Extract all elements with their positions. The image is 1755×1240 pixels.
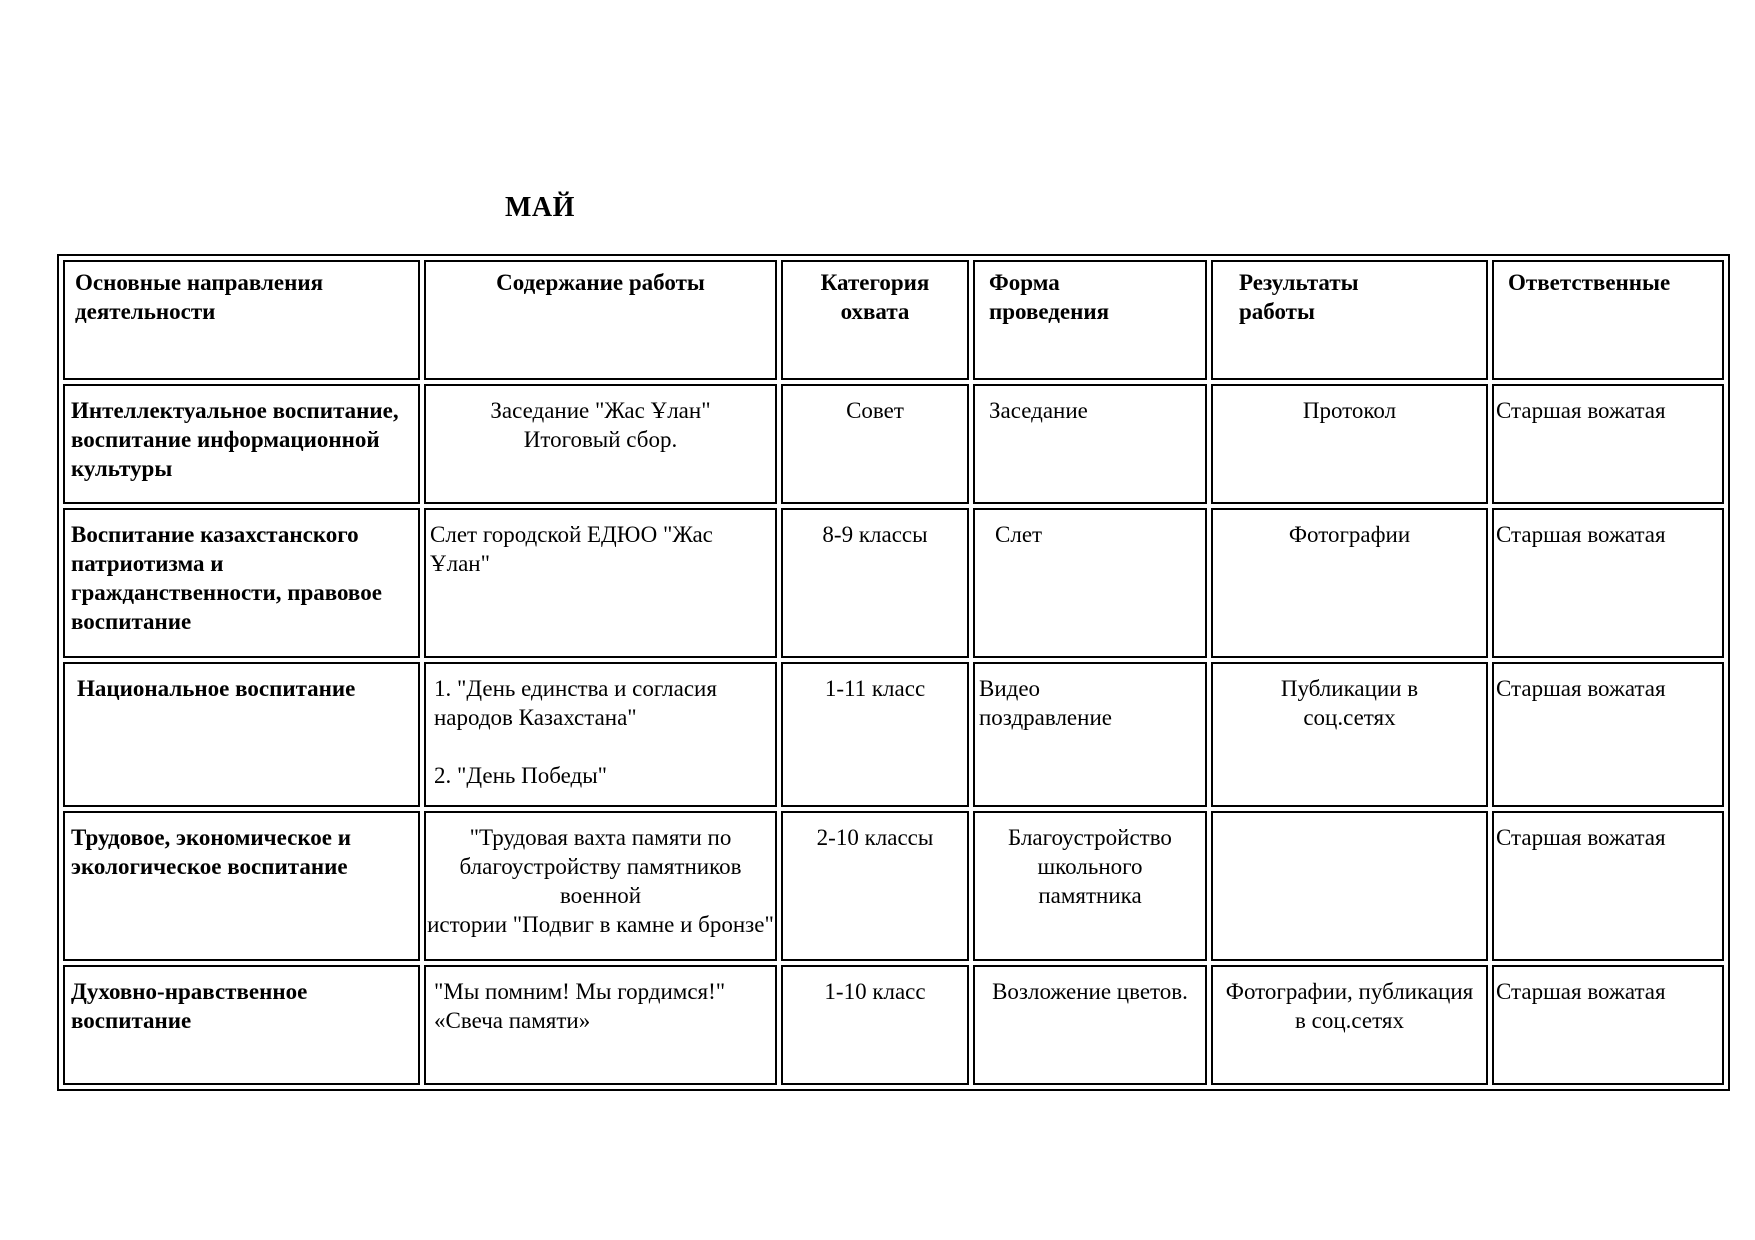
row-content: 1. "День единства и согласия народов Казахстана" 2. "День Победы" — [424, 662, 777, 807]
row-category: 1-10 класс — [781, 965, 969, 1085]
row-content: Заседание "Жас Ұлан" Итоговый сбор. — [424, 384, 777, 504]
row-result: Публикации в соц.сетях — [1211, 662, 1488, 807]
row-form: Благоустройство школьного памятника — [973, 811, 1207, 961]
header-category: Категория охвата — [781, 260, 969, 380]
page-title: МАЙ — [505, 192, 575, 223]
row-responsible: Старшая вожатая — [1492, 662, 1724, 807]
row-form: Слет — [973, 508, 1207, 658]
row-direction: Духовно-нравственное воспитание — [63, 965, 420, 1085]
row-result: Фотографии — [1211, 508, 1488, 658]
table-row — [63, 508, 1724, 658]
table-row — [63, 811, 1724, 961]
row-result — [1211, 811, 1488, 961]
row-responsible: Старшая вожатая — [1492, 508, 1724, 658]
plan-table — [57, 254, 1730, 1091]
row-direction: Интеллектуальное воспитание, воспитание информационной культуры — [63, 384, 420, 504]
row-content: "Трудовая вахта памяти по благоустройству памятников военной истории "Подвиг в камне и бронзе" — [424, 811, 777, 961]
header-content: Содержание работы — [424, 260, 777, 380]
table-row — [63, 662, 1724, 807]
row-result: Фотографии, публикация в соц.сетях — [1211, 965, 1488, 1085]
row-responsible: Старшая вожатая — [1492, 811, 1724, 961]
row-direction: Трудовое, экономическое и экологическое воспитание — [63, 811, 420, 961]
row-category: 8-9 классы — [781, 508, 969, 658]
row-form: Видео поздравление — [973, 662, 1207, 807]
row-result: Протокол — [1211, 384, 1488, 504]
row-content: Слет городской ЕДЮО "Жас Ұлан" — [424, 508, 777, 658]
header-directions: Основные направления деятельности — [63, 260, 420, 380]
table-row — [63, 384, 1724, 504]
header-results: Результаты работы — [1211, 260, 1488, 380]
header-row — [63, 260, 1724, 380]
header-responsible: Ответственные — [1492, 260, 1724, 380]
row-category: 2-10 классы — [781, 811, 969, 961]
table-row — [63, 965, 1724, 1085]
row-direction: Национальное воспитание — [63, 662, 420, 807]
row-form: Возложение цветов. — [973, 965, 1207, 1085]
row-responsible: Старшая вожатая — [1492, 965, 1724, 1085]
row-form: Заседание — [973, 384, 1207, 504]
row-content: "Мы помним! Мы гордимся!" «Свеча памяти» — [424, 965, 777, 1085]
header-form: Форма проведения — [973, 260, 1207, 380]
row-direction: Воспитание казахстанского патриотизма и гражданственности, правовое воспитание — [63, 508, 420, 658]
row-category: Совет — [781, 384, 969, 504]
row-category: 1-11 класс — [781, 662, 969, 807]
row-responsible: Старшая вожатая — [1492, 384, 1724, 504]
